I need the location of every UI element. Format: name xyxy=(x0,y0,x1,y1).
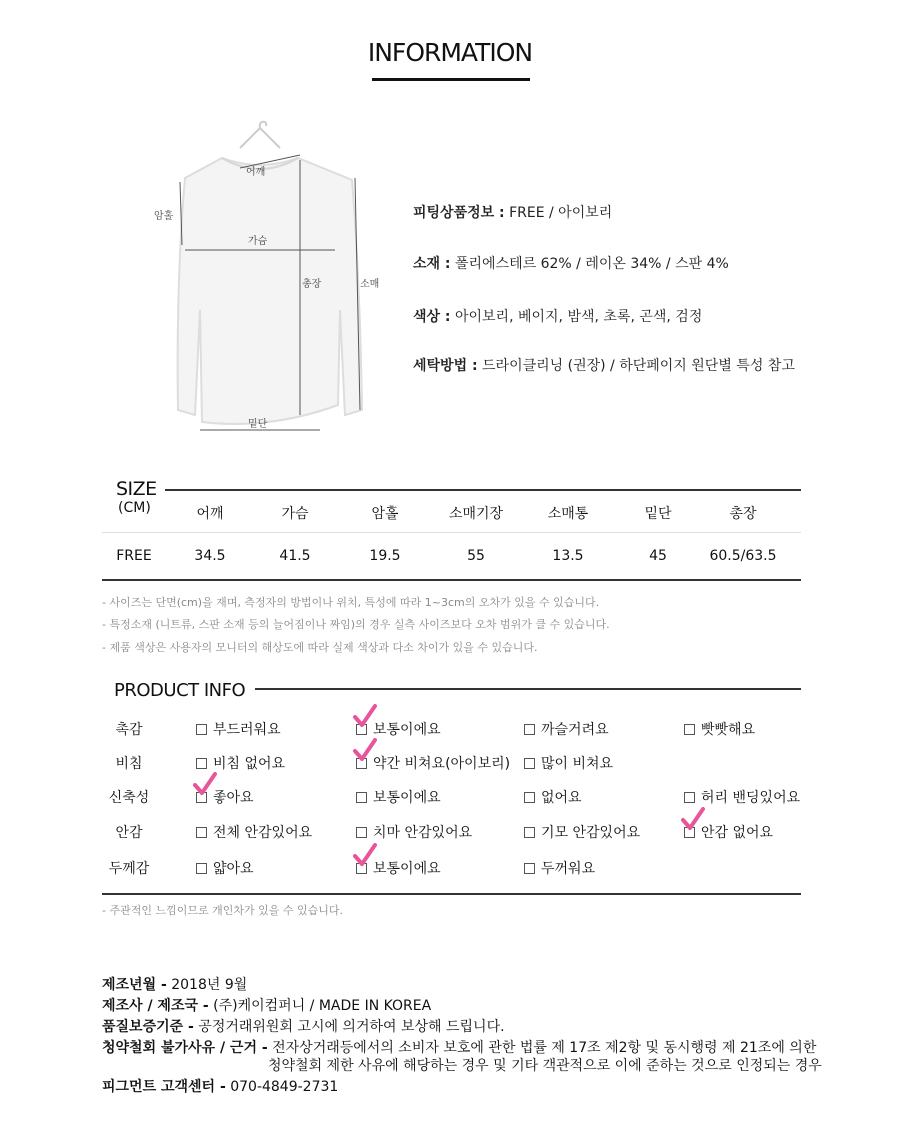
washing-row xyxy=(413,355,795,375)
withdrawal-reason-cont: 청약철회 제한 사유에 해당하는 경우 및 기타 객관적으로 이에 준하는 것으로 인정되는 경우 xyxy=(268,1058,822,1074)
material-label: 소재 : xyxy=(413,256,451,272)
size-note: - 특정소재 (니트류, 스판 소재 등의 늘어짐이나 짜임)의 경우 실측 사이즈보다 오차 범위가 클 수 있습니다. xyxy=(102,618,610,631)
checkmark-icon xyxy=(352,704,378,730)
option-no-lining[interactable]: 안감 없어요 xyxy=(684,822,773,842)
size-note: - 사이즈는 단면(cm)을 재며, 측정자의 방법이나 위치, 특성에 따라 1~3cm의 오차가 있을 수 있습니다. xyxy=(102,596,600,609)
size-heading: SIZE xyxy=(116,478,157,500)
product-info-top-rule xyxy=(255,688,801,690)
option-rough[interactable]: 까슬거려요 xyxy=(524,719,609,739)
checkmark-icon xyxy=(352,843,378,869)
checkmark-icon xyxy=(192,772,218,798)
garment-illustration xyxy=(140,110,385,440)
size-cell: 41.5 xyxy=(279,548,311,564)
option-skirt-lining[interactable]: 치마 안감있어요 xyxy=(356,822,472,842)
size-col-header: 가슴 xyxy=(281,506,309,522)
title-underline xyxy=(372,78,530,81)
color-label: 색상 : xyxy=(413,309,451,325)
checkbox[interactable] xyxy=(524,863,535,874)
option-soft[interactable]: 부드러워요 xyxy=(196,719,281,739)
option-waist-band[interactable]: 허리 밴딩있어요 xyxy=(684,787,800,807)
fitting-value: FREE / 아이보리 xyxy=(509,205,613,221)
checkmark-icon xyxy=(680,807,706,833)
row-label-touch: 촉감 xyxy=(115,722,143,738)
row-label-thickness: 두께감 xyxy=(108,861,150,877)
size-divider xyxy=(102,532,801,533)
size-col-header: 총장 xyxy=(729,506,757,522)
label-length: 총장 xyxy=(302,279,322,290)
size-cell: 19.5 xyxy=(369,548,401,564)
checkbox[interactable] xyxy=(196,758,207,769)
label-shoulder: 어깨 xyxy=(246,167,266,178)
customer-center: 피그먼트 고객센터 - 070-4849-2731 xyxy=(102,1079,339,1095)
withdrawal-reason: 청약철회 불가사유 / 근거 - 전자상거래등에서의 소비자 보호에 관한 법률 제 17조 제2항 및 동시행령 제 21조에 의한 xyxy=(102,1040,817,1056)
size-cell: 60.5/63.5 xyxy=(709,548,777,564)
checkbox[interactable] xyxy=(196,863,207,874)
checkbox[interactable] xyxy=(524,758,535,769)
option-stiff[interactable]: 빳빳해요 xyxy=(684,719,755,739)
option-normal[interactable]: 보통이에요 xyxy=(356,787,441,807)
option-fleece-lining[interactable]: 기모 안감있어요 xyxy=(524,822,640,842)
page-title: INFORMATION xyxy=(367,38,533,67)
color-row xyxy=(413,306,702,326)
size-cell: 13.5 xyxy=(552,548,584,564)
checkmark-icon xyxy=(352,738,378,764)
row-label-sheer: 비침 xyxy=(115,756,143,772)
option-very-sheer[interactable]: 많이 비쳐요 xyxy=(524,753,613,773)
size-row-name: FREE xyxy=(116,548,152,564)
size-bottom-rule xyxy=(102,579,801,581)
size-top-rule xyxy=(165,489,801,491)
manufacture-date: 제조년월 - 2018년 9월 xyxy=(102,977,248,993)
material-row xyxy=(413,253,729,273)
checkbox[interactable] xyxy=(524,724,535,735)
label-armhole: 암홀 xyxy=(154,211,174,222)
label-sleeve: 소매 xyxy=(360,279,380,290)
option-good[interactable]: 좋아요 xyxy=(196,787,254,807)
size-col-header: 밑단 xyxy=(644,506,672,522)
option-normal[interactable]: 보통이에요 xyxy=(356,858,441,878)
size-cell: 34.5 xyxy=(194,548,226,564)
checkbox[interactable] xyxy=(524,827,535,838)
washing-value: 드라이클리닝 (권장) / 하단페이지 원단별 특성 참고 xyxy=(482,358,795,374)
size-col-header: 소매기장 xyxy=(448,506,504,522)
size-col-header: 소매통 xyxy=(547,506,589,522)
row-label-lining: 안감 xyxy=(115,825,143,841)
option-full-lining[interactable]: 전체 안감있어요 xyxy=(196,822,312,842)
checkbox[interactable] xyxy=(196,724,207,735)
option-thin[interactable]: 얇아요 xyxy=(196,858,254,878)
checkbox[interactable] xyxy=(684,792,695,803)
quality-guarantee: 품질보증기준 - 공정거래위원회 고시에 의거하여 보상해 드립니다. xyxy=(102,1019,505,1035)
fitting-info-row xyxy=(413,202,612,222)
row-label-stretch: 신축성 xyxy=(108,790,150,806)
size-cell: 45 xyxy=(649,548,667,564)
size-col-header: 암홀 xyxy=(371,506,399,522)
option-no-sheer[interactable]: 비침 없어요 xyxy=(196,753,285,773)
material-value: 폴리에스테르 62% / 레이온 34% / 스판 4% xyxy=(454,256,729,272)
product-info-heading: PRODUCT INFO xyxy=(114,680,246,701)
fitting-label: 피팅상품정보 : xyxy=(413,205,505,221)
size-note: - 제품 색상은 사용자의 모니터의 해상도에 따라 실제 색상과 다소 차이가 있을 수 있습니다. xyxy=(102,641,538,654)
option-slight-sheer[interactable]: 약간 비쳐요(아이보리) xyxy=(356,753,510,773)
garment-drawing xyxy=(140,110,385,440)
option-normal[interactable]: 보통이에요 xyxy=(356,719,441,739)
manufacturer: 제조사 / 제조국 - (주)케이컴퍼니 / MADE IN KOREA xyxy=(102,998,432,1014)
size-unit: (CM) xyxy=(118,500,151,516)
size-cell: 55 xyxy=(467,548,485,564)
checkbox[interactable] xyxy=(524,792,535,803)
label-chest: 가슴 xyxy=(248,236,268,247)
checkbox[interactable] xyxy=(356,792,367,803)
washing-label: 세탁방법 : xyxy=(413,358,478,374)
checkbox[interactable] xyxy=(356,827,367,838)
product-info-bottom-rule xyxy=(102,893,801,895)
product-info-note: - 주관적인 느낌이므로 개인차가 있을 수 있습니다. xyxy=(102,904,343,917)
checkbox[interactable] xyxy=(684,724,695,735)
option-thick[interactable]: 두꺼워요 xyxy=(524,858,595,878)
size-col-header: 어깨 xyxy=(196,506,224,522)
color-value: 아이보리, 베이지, 밤색, 초록, 곤색, 검정 xyxy=(454,309,703,325)
label-hem: 밑단 xyxy=(248,419,268,430)
checkbox[interactable] xyxy=(196,827,207,838)
option-none[interactable]: 없어요 xyxy=(524,787,582,807)
